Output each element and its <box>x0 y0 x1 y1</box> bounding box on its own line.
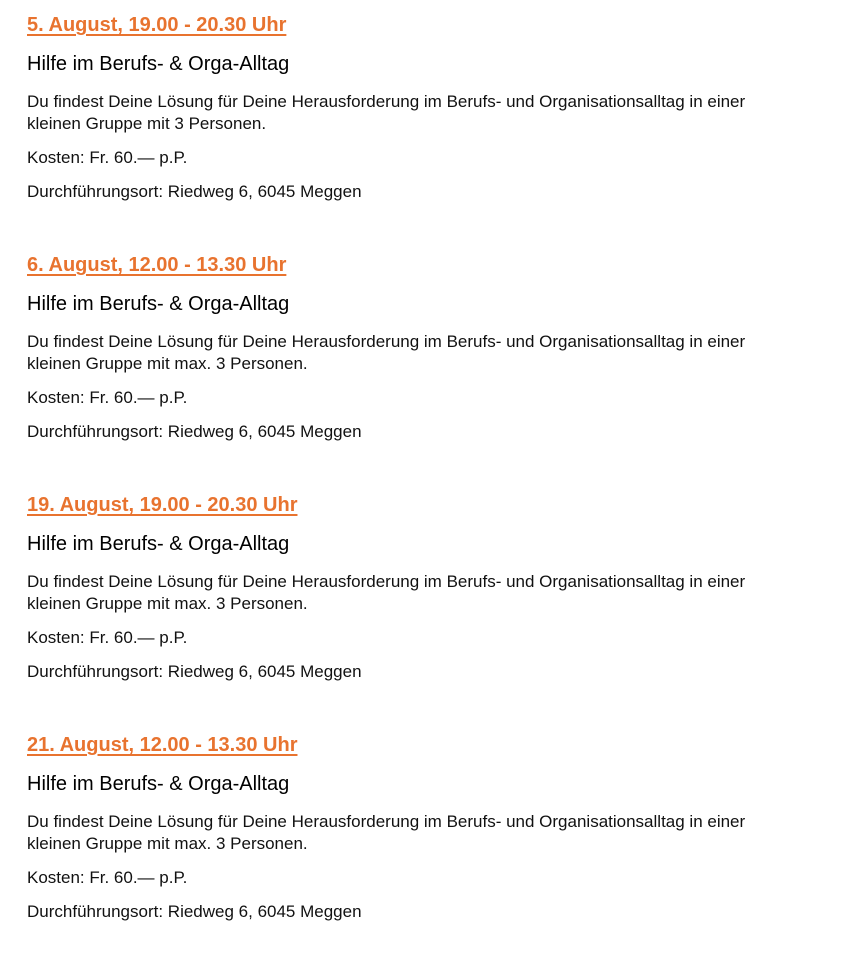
event-location: Durchführungsort: Riedweg 6, 6045 Meggen <box>27 902 362 921</box>
event-location: Durchführungsort: Riedweg 6, 6045 Meggen <box>27 182 362 201</box>
event-description: Du findest Deine Lösung für Deine Herausforderung im Berufs- und Organisationsalltag in einer kleinen Gruppe mit max. 3 Personen. <box>27 812 746 853</box>
event-cost: Kosten: Fr. 60.— p.P. <box>27 388 188 407</box>
event-description: Du findest Deine Lösung für Deine Herausforderung im Berufs- und Organisationsalltag in einer kleinen Gruppe mit max. 3 Personen. <box>27 332 746 373</box>
event-cost: Kosten: Fr. 60.— p.P. <box>27 868 188 887</box>
event-location: Durchführungsort: Riedweg 6, 6045 Meggen <box>27 422 362 441</box>
event-date-link[interactable]: 5. August, 19.00 - 20.30 Uhr <box>27 14 287 36</box>
event-date-link[interactable]: 6. August, 12.00 - 13.30 Uhr <box>27 254 287 276</box>
event-cost: Kosten: Fr. 60.— p.P. <box>27 148 188 167</box>
event-cost: Kosten: Fr. 60.— p.P. <box>27 628 188 647</box>
event-title: Hilfe im Berufs- & Orga-Alltag <box>27 53 290 75</box>
event-description: Du findest Deine Lösung für Deine Herausforderung im Berufs- und Organisationsalltag in einer kleinen Gruppe mit max. 3 Personen. <box>27 572 746 613</box>
event-title: Hilfe im Berufs- & Orga-Alltag <box>27 293 290 315</box>
event-location: Durchführungsort: Riedweg 6, 6045 Meggen <box>27 662 362 681</box>
event-date-link[interactable]: 21. August, 12.00 - 13.30 Uhr <box>27 734 298 756</box>
event-title: Hilfe im Berufs- & Orga-Alltag <box>27 773 290 795</box>
event-title: Hilfe im Berufs- & Orga-Alltag <box>27 533 290 555</box>
event-date-link[interactable]: 19. August, 19.00 - 20.30 Uhr <box>27 494 298 516</box>
event-description: Du findest Deine Lösung für Deine Herausforderung im Berufs- und Organisationsalltag in einer kleinen Gruppe mit 3 Personen. <box>27 92 746 133</box>
